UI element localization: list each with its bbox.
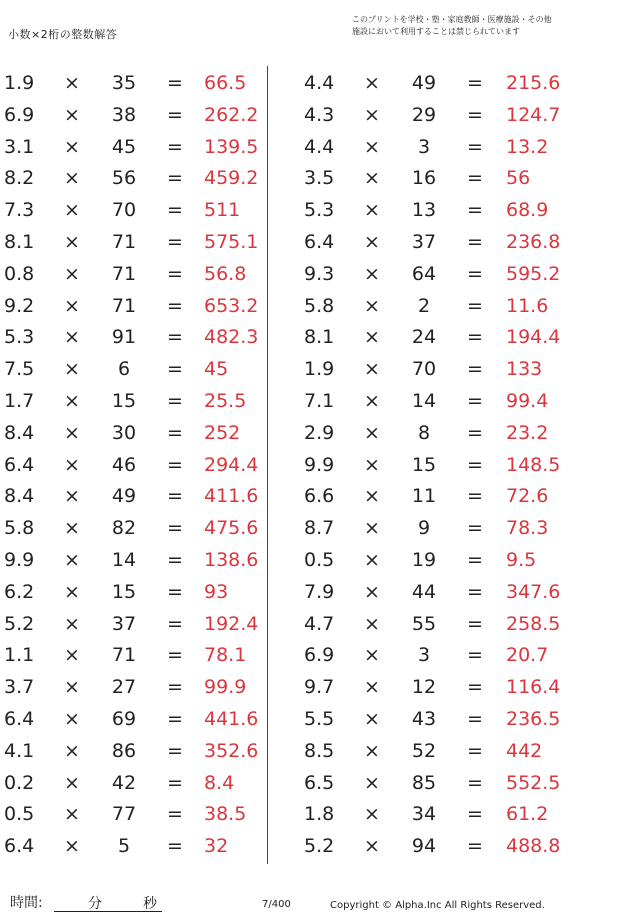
multiplicand: 8.2 (4, 167, 35, 190)
times-sign: × (364, 453, 380, 476)
multiplicand: 9.9 (4, 548, 35, 571)
answer: 511 (204, 199, 241, 222)
multiplier: 14 (111, 548, 137, 571)
multiplicand: 0.2 (4, 771, 35, 794)
times-sign: × (64, 421, 80, 444)
multiplier: 15 (111, 389, 137, 412)
answer: 575.1 (204, 230, 259, 253)
times-sign: × (364, 389, 380, 412)
equals-sign: = (467, 294, 483, 317)
multiplier: 8 (417, 421, 431, 444)
answer: 93 (204, 580, 229, 603)
answer: 56.8 (204, 262, 247, 285)
multiplier: 11 (411, 485, 437, 508)
multiplier: 5 (117, 835, 131, 858)
multiplier: 38 (111, 103, 137, 126)
times-sign: × (64, 739, 80, 762)
multiplicand: 1.8 (304, 803, 335, 826)
multiplicand: 1.9 (304, 358, 335, 381)
answer: 252 (204, 421, 241, 444)
answer: 11.6 (506, 294, 549, 317)
multiplicand: 8.1 (4, 230, 35, 253)
multiplicand: 5.8 (304, 294, 335, 317)
times-sign: × (364, 676, 380, 699)
answer: 20.7 (506, 644, 549, 667)
equals-sign: = (167, 421, 183, 444)
equals-sign: = (467, 262, 483, 285)
equals-sign: = (467, 485, 483, 508)
seconds-label: 秒 (143, 896, 157, 912)
times-sign: × (364, 612, 380, 635)
multiplier: 30 (111, 421, 137, 444)
answer: 66.5 (204, 72, 247, 94)
equals-sign: = (167, 676, 183, 699)
times-sign: × (364, 326, 380, 349)
answer: 13.2 (506, 135, 549, 158)
equals-sign: = (467, 358, 483, 381)
multiplier: 34 (411, 803, 437, 826)
answer: 595.2 (506, 262, 561, 285)
multiplier: 85 (411, 771, 437, 794)
equals-sign: = (167, 230, 183, 253)
multiplicand: 7.3 (4, 199, 35, 222)
equals-sign: = (467, 230, 483, 253)
equals-sign: = (467, 389, 483, 412)
multiplicand: 5.5 (304, 707, 335, 730)
multiplicand: 6.6 (304, 485, 335, 508)
multiplier: 24 (411, 326, 437, 349)
equals-sign: = (167, 326, 183, 349)
multiplicand: 4.4 (304, 72, 335, 94)
multiplicand: 8.1 (304, 326, 335, 349)
answer: 352.6 (204, 739, 259, 762)
equals-sign: = (167, 262, 183, 285)
multiplicand: 6.9 (4, 103, 35, 126)
times-sign: × (364, 72, 380, 94)
multiplier: 37 (111, 612, 137, 635)
times-sign: × (64, 453, 80, 476)
equals-sign: = (467, 612, 483, 635)
multiplier: 9 (417, 517, 431, 540)
answer: 45 (204, 358, 229, 381)
equals-sign: = (467, 739, 483, 762)
answer: 68.9 (506, 199, 549, 222)
times-sign: × (364, 103, 380, 126)
answer: 72.6 (506, 485, 549, 508)
times-sign: × (364, 580, 380, 603)
times-sign: × (364, 803, 380, 826)
equals-sign: = (467, 644, 483, 667)
multiplier: 13 (411, 199, 437, 222)
equals-sign: = (167, 739, 183, 762)
multiplicand: 6.4 (4, 453, 35, 476)
equals-sign: = (467, 453, 483, 476)
multiplier: 19 (411, 548, 437, 571)
answer: 459.2 (204, 167, 259, 190)
usage-notice (352, 14, 602, 38)
multiplier: 71 (111, 294, 137, 317)
multiplier: 16 (411, 167, 437, 190)
multiplier: 15 (111, 580, 137, 603)
multiplier: 44 (411, 580, 437, 603)
multiplier: 45 (111, 135, 137, 158)
times-sign: × (64, 326, 80, 349)
multiplier: 64 (411, 262, 437, 285)
time-label: 時間: (10, 895, 43, 911)
multiplicand: 9.2 (4, 294, 35, 317)
answer: 116.4 (506, 676, 561, 699)
multiplier: 29 (411, 103, 437, 126)
times-sign: × (64, 580, 80, 603)
multiplier: 14 (411, 389, 437, 412)
equals-sign: = (467, 199, 483, 222)
answer: 61.2 (506, 803, 549, 826)
equals-sign: = (467, 771, 483, 794)
equals-sign: = (467, 517, 483, 540)
answer: 148.5 (506, 453, 561, 476)
answer: 133 (506, 358, 543, 381)
equals-sign: = (167, 72, 183, 94)
times-sign: × (64, 103, 80, 126)
times-sign: × (64, 612, 80, 635)
times-sign: × (364, 771, 380, 794)
usage-notice-line: 施設において利用することは禁じられています (352, 27, 520, 36)
multiplicand: 4.3 (304, 103, 335, 126)
multiplicand: 3.5 (304, 167, 335, 190)
times-sign: × (364, 707, 380, 730)
answer: 488.8 (506, 835, 561, 858)
multiplicand: 0.8 (4, 262, 35, 285)
answer: 482.3 (204, 326, 259, 349)
column-divider (267, 66, 268, 864)
equals-sign: = (167, 199, 183, 222)
times-sign: × (64, 389, 80, 412)
answer: 347.6 (506, 580, 561, 603)
times-sign: × (64, 135, 80, 158)
equals-sign: = (467, 167, 483, 190)
multiplicand: 1.1 (4, 644, 35, 667)
equals-sign: = (167, 294, 183, 317)
times-sign: × (364, 421, 380, 444)
multiplicand: 6.4 (4, 835, 35, 858)
answer: 78.3 (506, 517, 549, 540)
equals-sign: = (467, 72, 483, 94)
multiplier: 70 (111, 199, 137, 222)
multiplier: 71 (111, 230, 137, 253)
answer: 78.1 (204, 644, 247, 667)
multiplier: 91 (111, 326, 137, 349)
multiplier: 42 (111, 771, 137, 794)
page-number: 7/400 (262, 899, 291, 910)
multiplicand: 4.4 (304, 135, 335, 158)
multiplier: 55 (411, 612, 437, 635)
equals-sign: = (167, 103, 183, 126)
equals-sign: = (467, 326, 483, 349)
multiplier: 69 (111, 707, 137, 730)
equals-sign: = (467, 707, 483, 730)
answer: 99.9 (204, 676, 247, 699)
answer: 192.4 (204, 612, 259, 635)
times-sign: × (364, 199, 380, 222)
times-sign: × (64, 358, 80, 381)
multiplicand: 3.1 (4, 135, 35, 158)
times-sign: × (364, 294, 380, 317)
equals-sign: = (467, 580, 483, 603)
times-sign: × (364, 835, 380, 858)
multiplier: 71 (111, 262, 137, 285)
answer: 194.4 (506, 326, 561, 349)
worksheet-title: 小数×2桁の整数解答 (8, 28, 118, 41)
equals-sign: = (167, 517, 183, 540)
multiplier: 15 (411, 453, 437, 476)
times-sign: × (64, 167, 80, 190)
multiplicand: 9.9 (304, 453, 335, 476)
multiplicand: 5.3 (304, 199, 335, 222)
multiplicand: 8.7 (304, 517, 335, 540)
equals-sign: = (167, 453, 183, 476)
multiplier: 49 (411, 72, 437, 94)
answer: 236.8 (506, 230, 561, 253)
times-sign: × (64, 771, 80, 794)
answer: 99.4 (506, 389, 549, 412)
answer: 442 (506, 739, 543, 762)
answer: 139.5 (204, 135, 259, 158)
equals-sign: = (167, 644, 183, 667)
multiplicand: 6.4 (4, 707, 35, 730)
multiplicand: 1.7 (4, 389, 35, 412)
usage-notice-line: このプリントを学校・塾・家庭教師・医療施設・その他 (352, 15, 552, 24)
multiplicand: 9.7 (304, 676, 335, 699)
times-sign: × (364, 135, 380, 158)
multiplicand: 6.5 (304, 771, 335, 794)
multiplier: 3 (417, 135, 431, 158)
answer: 475.6 (204, 517, 259, 540)
multiplier: 86 (111, 739, 137, 762)
multiplier: 3 (417, 644, 431, 667)
multiplicand: 8.4 (4, 421, 35, 444)
multiplicand: 8.5 (304, 739, 335, 762)
answer: 552.5 (506, 771, 561, 794)
equals-sign: = (167, 803, 183, 826)
multiplicand: 7.1 (304, 389, 335, 412)
multiplicand: 7.9 (304, 580, 335, 603)
answer: 9.5 (506, 548, 537, 571)
answer: 8.4 (204, 771, 235, 794)
equals-sign: = (167, 835, 183, 858)
times-sign: × (364, 230, 380, 253)
answer: 294.4 (204, 453, 259, 476)
multiplier: 49 (111, 485, 137, 508)
multiplier: 43 (411, 707, 437, 730)
times-sign: × (64, 517, 80, 540)
answer: 441.6 (204, 707, 259, 730)
times-sign: × (64, 72, 80, 94)
equals-sign: = (467, 103, 483, 126)
equals-sign: = (467, 421, 483, 444)
multiplier: 82 (111, 517, 137, 540)
multiplier: 37 (411, 230, 437, 253)
equals-sign: = (167, 612, 183, 635)
answer: 38.5 (204, 803, 247, 826)
multiplicand: 2.9 (304, 421, 335, 444)
equals-sign: = (167, 485, 183, 508)
times-sign: × (64, 644, 80, 667)
times-sign: × (64, 230, 80, 253)
multiplier: 70 (411, 358, 437, 381)
times-sign: × (64, 835, 80, 858)
times-sign: × (364, 739, 380, 762)
multiplicand: 0.5 (304, 548, 335, 571)
multiplicand: 1.9 (4, 72, 35, 94)
multiplier: 71 (111, 644, 137, 667)
times-sign: × (64, 262, 80, 285)
equals-sign: = (167, 389, 183, 412)
multiplier: 46 (111, 453, 137, 476)
answer: 32 (204, 835, 229, 858)
answer: 258.5 (506, 612, 561, 635)
times-sign: × (364, 262, 380, 285)
equals-sign: = (167, 135, 183, 158)
multiplicand: 5.2 (304, 835, 335, 858)
multiplier: 77 (111, 803, 137, 826)
equals-sign: = (167, 548, 183, 571)
answer: 25.5 (204, 389, 247, 412)
times-sign: × (364, 517, 380, 540)
times-sign: × (364, 548, 380, 571)
multiplicand: 6.4 (304, 230, 335, 253)
multiplicand: 4.1 (4, 739, 35, 762)
multiplicand: 0.5 (4, 803, 35, 826)
multiplicand: 5.8 (4, 517, 35, 540)
multiplicand: 5.2 (4, 612, 35, 635)
answer: 262.2 (204, 103, 259, 126)
times-sign: × (64, 199, 80, 222)
equals-sign: = (167, 358, 183, 381)
multiplier: 27 (111, 676, 137, 699)
times-sign: × (64, 707, 80, 730)
equals-sign: = (467, 135, 483, 158)
times-sign: × (64, 294, 80, 317)
answer: 215.6 (506, 72, 561, 94)
minutes-label: 分 (88, 896, 102, 912)
times-sign: × (364, 358, 380, 381)
equals-sign: = (467, 676, 483, 699)
times-sign: × (64, 676, 80, 699)
equals-sign: = (167, 707, 183, 730)
multiplicand: 6.9 (304, 644, 335, 667)
times-sign: × (364, 644, 380, 667)
equals-sign: = (167, 167, 183, 190)
multiplicand: 7.5 (4, 358, 35, 381)
multiplicand: 4.7 (304, 612, 335, 635)
multiplier: 12 (411, 676, 437, 699)
multiplier: 94 (411, 835, 437, 858)
equals-sign: = (467, 548, 483, 571)
answer: 138.6 (204, 548, 259, 571)
times-sign: × (64, 548, 80, 571)
times-sign: × (364, 167, 380, 190)
multiplier: 56 (111, 167, 137, 190)
times-sign: × (64, 803, 80, 826)
multiplicand: 5.3 (4, 326, 35, 349)
multiplier: 6 (117, 358, 131, 381)
equals-sign: = (167, 580, 183, 603)
equals-sign: = (167, 771, 183, 794)
multiplier: 2 (417, 294, 431, 317)
multiplicand: 8.4 (4, 485, 35, 508)
multiplier: 35 (111, 72, 137, 94)
times-sign: × (364, 485, 380, 508)
answer: 653.2 (204, 294, 259, 317)
answer: 56 (506, 167, 531, 190)
equals-sign: = (467, 803, 483, 826)
answer: 236.5 (506, 707, 561, 730)
answer: 23.2 (506, 421, 549, 444)
answer: 411.6 (204, 485, 259, 508)
multiplier: 52 (411, 739, 437, 762)
answer: 124.7 (506, 103, 561, 126)
equals-sign: = (467, 835, 483, 858)
times-sign: × (64, 485, 80, 508)
copyright: Copyright © Alpha.Inc All Rights Reserved. (330, 900, 545, 911)
multiplicand: 3.7 (4, 676, 35, 699)
multiplicand: 6.2 (4, 580, 35, 603)
footer (0, 892, 617, 918)
multiplicand: 9.3 (304, 262, 335, 285)
